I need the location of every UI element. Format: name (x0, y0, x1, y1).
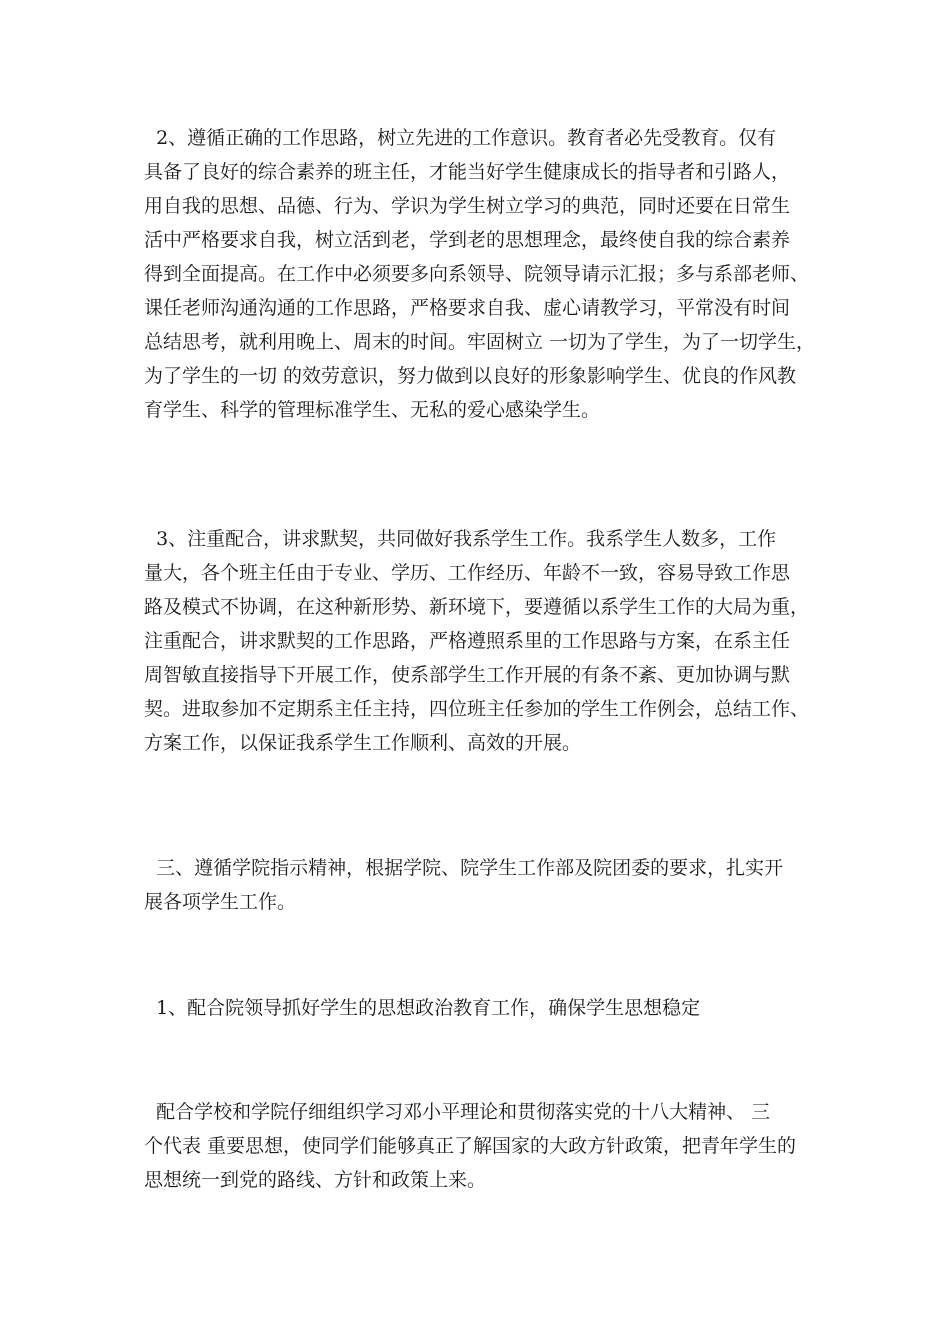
text-line: 配合学校和学院仔细组织学习邓小平理论和贯彻落实党的十八大精神、 三 (144, 1101, 771, 1123)
text-line: 思想统一到党的路线、方针和政策上来。 (144, 1169, 487, 1191)
text-line: 周智敏直接指导下开展工作，使系部学生工作开展的有条不紊、更加协调与默 (144, 664, 791, 686)
text-line: 3、注重配合，讲求默契，共同做好我系学生工作。我系学生人数多，工作 (144, 528, 777, 550)
text-line: 用自我的思想、品德、行为、学识为学生树立学习的典范，同时还要在日常生 (144, 195, 791, 217)
text-line: 课任老师沟通沟通的工作思路，严格要求自我、虚心请教学习，平常没有时间 (144, 297, 791, 319)
text-line: 量大，各个班主任由于专业、学历、工作经历、年龄不一致，容易导致工作思 (144, 562, 791, 584)
text-line: 育学生、科学的管理标准学生、无私的爱心感染学生。 (144, 399, 601, 421)
text-line: 方案工作，以保证我系学生工作顺利、高效的开展。 (144, 732, 582, 754)
text-line: 展各项学生工作。 (144, 891, 297, 913)
text-line: 契。进取参加不定期系主任主持，四位班主任参加的学生工作例会，总结工作、 (144, 698, 810, 720)
text-line: 得到全面提高。在工作中必须要多向系领导、院领导请示汇报；多与系部老师、 (144, 263, 810, 285)
paragraph-work-approach (144, 121, 824, 427)
text-line: 具备了良好的综合素养的班主任，才能当好学生健康成长的指导者和引路人， (144, 161, 791, 183)
section-heading-three (144, 851, 824, 919)
paragraph-cooperation (144, 522, 824, 760)
text-line: 注重配合，讲求默契的工作思路，严格遵照系里的工作思路与方案，在系主任 (144, 630, 791, 652)
text-line: 1、配合院领导抓好学生的思想政治教育工作，确保学生思想稳定 (144, 997, 701, 1019)
text-line: 总结思考，就利用晚上、周末的时间。牢固树立 一切为了学生，为了一切学生， (144, 331, 816, 353)
text-line: 个代表 重要思想，使同学们能够真正了解国家的大政方针政策，把青年学生的 (144, 1135, 797, 1157)
text-line: 为了学生的一切 的效劳意识，努力做到以良好的形象影响学生、优良的作风教 (144, 365, 797, 387)
paragraph-study-theory (144, 1095, 824, 1197)
text-line: 路及模式不协调，在这种新形势、新环境下，要遵循以系学生工作的大局为重， (144, 596, 810, 618)
text-line: 三、遵循学院指示精神，根据学院、院学生工作部及院团委的要求，扎实开 (144, 857, 784, 879)
text-line: 2、遵循正确的工作思路，树立先进的工作意识。教育者必先受教育。仅有 (144, 127, 777, 149)
text-line: 活中严格要求自我，树立活到老，学到老的思想理念，最终使自我的综合素养 (144, 229, 791, 251)
subheading-political-education (144, 991, 824, 1025)
